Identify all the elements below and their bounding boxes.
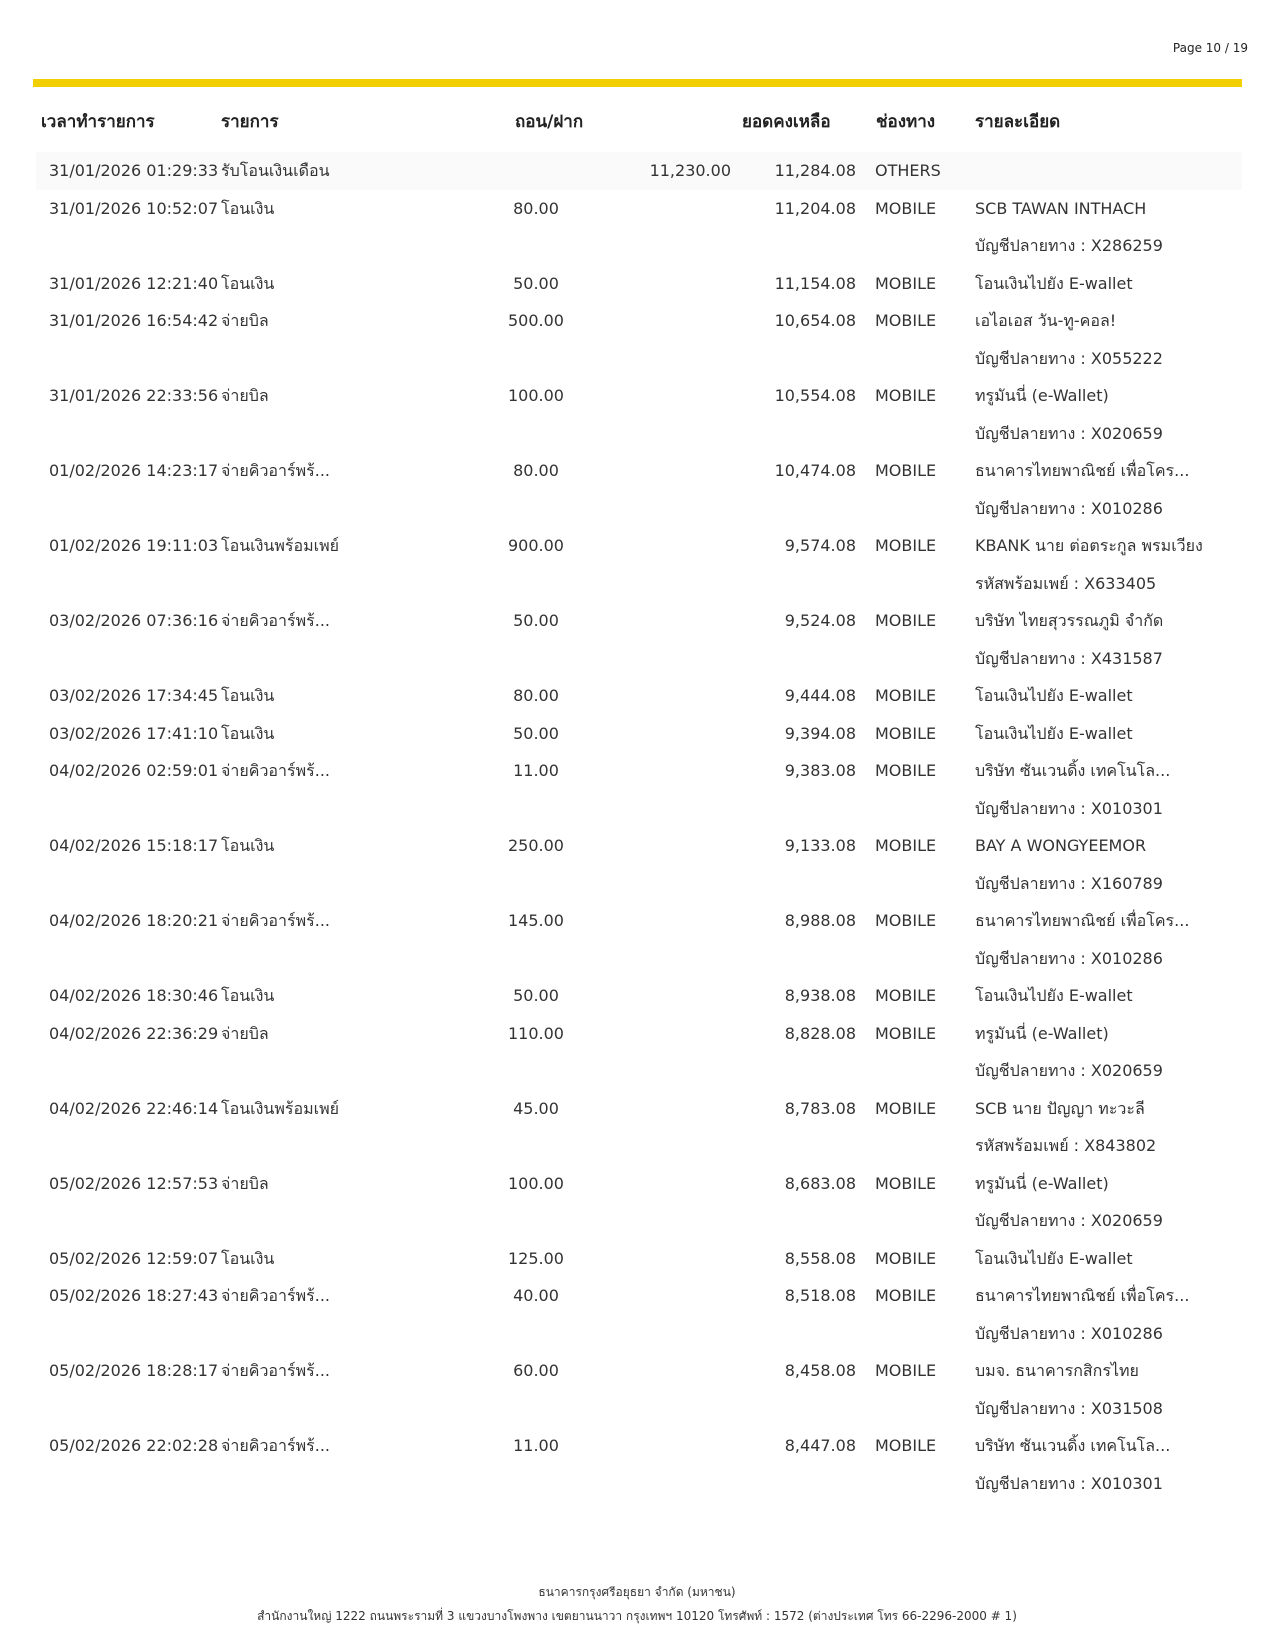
transaction-withdraw: 110.00 bbox=[508, 1023, 564, 1043]
transaction-channel: OTHERS bbox=[875, 161, 941, 180]
transaction-time: 05/02/2026 22:02:28 bbox=[49, 1436, 219, 1455]
transaction-row bbox=[36, 1277, 1242, 1315]
transaction-balance: 9,574.08 bbox=[784, 536, 856, 555]
transaction-description: โอนเงิน bbox=[221, 198, 275, 218]
transaction-time: 04/02/2026 18:30:46 bbox=[49, 986, 219, 1005]
transaction-channel: MOBILE bbox=[875, 1361, 937, 1380]
transaction-detail: โอนเงินไปยัง E-wallet bbox=[975, 986, 1133, 1005]
transaction-destination: บัญชีปลายทาง : X020659 bbox=[975, 423, 1163, 443]
transaction-channel: MOBILE bbox=[875, 1248, 937, 1268]
column-header-description: รายการ bbox=[221, 112, 279, 132]
transaction-description: จ่ายคิวอาร์พร้... bbox=[221, 611, 331, 630]
transaction-time: 04/02/2026 02:59:01 bbox=[49, 761, 219, 780]
transaction-time: 01/02/2026 14:23:17 bbox=[49, 461, 219, 480]
transaction-detail: บริษัท ซันเวนดิ้ง เทคโนโล... bbox=[975, 1436, 1171, 1455]
transaction-balance: 11,154.08 bbox=[774, 273, 856, 293]
transaction-channel: MOBILE bbox=[875, 836, 937, 855]
transaction-balance: 8,447.08 bbox=[784, 1436, 856, 1455]
transaction-time: 31/01/2026 22:33:56 bbox=[49, 386, 219, 405]
transaction-detail: บริษัท ซันเวนดิ้ง เทคโนโล... bbox=[975, 761, 1171, 780]
transaction-channel: MOBILE bbox=[875, 761, 937, 780]
transaction-description: จ่ายคิวอาร์พร้... bbox=[221, 911, 331, 930]
transaction-balance: 9,394.08 bbox=[784, 723, 856, 743]
transaction-balance: 9,383.08 bbox=[784, 761, 856, 780]
transaction-row bbox=[36, 527, 1242, 565]
transaction-withdraw: 50.00 bbox=[513, 273, 559, 293]
transaction-withdraw: 100.00 bbox=[508, 1173, 564, 1193]
footer-address: สำนักงานใหญ่ 1222 ถนนพระรามที่ 3 แขวงบางโพงพาง เขตยานนาวา กรุงเทพฯ 10120 โทรศัพท์ : 1572 (ต่างประเทศ โทร 66-2296-2000 # 1) bbox=[257, 1609, 1017, 1623]
transaction-detail: BAY A WONGYEEMOR bbox=[975, 836, 1147, 855]
transaction-channel: MOBILE bbox=[875, 611, 937, 630]
transaction-balance: 8,458.08 bbox=[784, 1361, 856, 1380]
transaction-detail: ธนาคารไทยพาณิชย์ เพื่อโคร... bbox=[975, 1286, 1190, 1305]
transaction-detail: เอไอเอส วัน-ทู-คอล! bbox=[975, 311, 1117, 330]
transaction-detail: บริษัท ไทยสุวรรณภูมิ จำกัด bbox=[975, 611, 1164, 630]
transaction-time: 05/02/2026 18:27:43 bbox=[49, 1286, 219, 1305]
transaction-description: จ่ายบิล bbox=[221, 1023, 269, 1043]
transaction-channel: MOBILE bbox=[875, 1436, 937, 1455]
transaction-balance: 11,284.08 bbox=[774, 161, 856, 180]
transaction-time: 04/02/2026 18:20:21 bbox=[49, 911, 219, 930]
transaction-withdraw: 125.00 bbox=[508, 1248, 564, 1268]
transaction-detail: ทรูมันนี่ (e-Wallet) bbox=[975, 386, 1109, 405]
transaction-time: 04/02/2026 22:36:29 bbox=[49, 1023, 219, 1043]
transaction-row bbox=[36, 902, 1242, 940]
transaction-row bbox=[36, 677, 1242, 715]
transaction-description: โอนเงิน bbox=[221, 836, 275, 855]
transaction-withdraw: 250.00 bbox=[508, 836, 564, 855]
transaction-channel: MOBILE bbox=[875, 1173, 937, 1193]
transaction-balance: 8,558.08 bbox=[784, 1248, 856, 1268]
transaction-time: 05/02/2026 12:57:53 bbox=[49, 1173, 219, 1193]
transaction-row bbox=[36, 152, 1242, 190]
transaction-channel: MOBILE bbox=[875, 1098, 937, 1118]
transaction-time: 03/02/2026 17:41:10 bbox=[49, 723, 219, 743]
transaction-time: 04/02/2026 22:46:14 bbox=[49, 1098, 219, 1118]
transaction-channel: MOBILE bbox=[875, 1023, 937, 1043]
transaction-description: จ่ายบิล bbox=[221, 1173, 269, 1193]
transaction-row bbox=[36, 302, 1242, 340]
transaction-destination: บัญชีปลายทาง : X010301 bbox=[975, 798, 1163, 818]
transaction-channel: MOBILE bbox=[875, 986, 937, 1005]
transaction-withdraw: 50.00 bbox=[513, 723, 559, 743]
transaction-balance: 8,783.08 bbox=[784, 1098, 856, 1118]
transaction-detail: ทรูมันนี่ (e-Wallet) bbox=[975, 1173, 1109, 1193]
transaction-withdraw: 145.00 bbox=[508, 911, 564, 930]
transaction-destination: บัญชีปลายทาง : X031508 bbox=[975, 1398, 1163, 1418]
transaction-detail: โอนเงินไปยัง E-wallet bbox=[975, 1248, 1133, 1268]
transaction-withdraw: 50.00 bbox=[513, 611, 559, 630]
transaction-channel: MOBILE bbox=[875, 386, 937, 405]
transaction-row bbox=[36, 190, 1242, 228]
page-number: Page 10 / 19 bbox=[1172, 41, 1248, 55]
transaction-balance: 10,474.08 bbox=[774, 461, 856, 480]
transaction-detail: โอนเงินไปยัง E-wallet bbox=[975, 273, 1133, 293]
transaction-description: จ่ายบิล bbox=[221, 311, 269, 330]
transaction-channel: MOBILE bbox=[875, 911, 937, 930]
transaction-description: จ่ายคิวอาร์พร้... bbox=[221, 1436, 331, 1455]
transaction-detail: ธนาคารไทยพาณิชย์ เพื่อโคร... bbox=[975, 461, 1190, 480]
transaction-channel: MOBILE bbox=[875, 723, 937, 743]
transaction-balance: 9,444.08 bbox=[784, 686, 856, 705]
transaction-description: โอนเงิน bbox=[221, 986, 275, 1005]
transaction-description: โอนเงินพร้อมเพย์ bbox=[221, 1098, 340, 1118]
transaction-channel: MOBILE bbox=[875, 1286, 937, 1305]
transaction-row bbox=[36, 1352, 1242, 1390]
transaction-description: รับโอนเงินเดือน bbox=[221, 161, 330, 180]
transaction-description: จ่ายคิวอาร์พร้... bbox=[221, 1361, 331, 1380]
transaction-balance: 10,554.08 bbox=[774, 386, 856, 405]
transaction-withdraw: 80.00 bbox=[513, 686, 559, 705]
transaction-detail: ธนาคารไทยพาณิชย์ เพื่อโคร... bbox=[975, 911, 1190, 930]
transaction-channel: MOBILE bbox=[875, 273, 937, 293]
transaction-time: 31/01/2026 12:21:40 bbox=[49, 273, 219, 293]
transaction-time: 03/02/2026 07:36:16 bbox=[49, 611, 219, 630]
transaction-description: โอนเงิน bbox=[221, 273, 275, 293]
transaction-balance: 9,524.08 bbox=[784, 611, 856, 630]
transaction-description: จ่ายคิวอาร์พร้... bbox=[221, 1286, 331, 1305]
transaction-row bbox=[36, 1090, 1242, 1128]
transaction-row bbox=[36, 752, 1242, 790]
transaction-row bbox=[36, 602, 1242, 640]
footer-bank-name: ธนาคารกรุงศรีอยุธยา จำกัด (มหาชน) bbox=[538, 1585, 736, 1599]
transaction-withdraw: 80.00 bbox=[513, 461, 559, 480]
transaction-destination: บัญชีปลายทาง : X010286 bbox=[975, 1323, 1163, 1343]
transaction-destination: รหัสพร้อมเพย์ : X843802 bbox=[975, 1136, 1157, 1155]
column-header-time: เวลาทำรายการ bbox=[41, 112, 155, 132]
transaction-description: โอนเงิน bbox=[221, 723, 275, 743]
transaction-description: จ่ายคิวอาร์พร้... bbox=[221, 461, 331, 480]
transaction-destination: บัญชีปลายทาง : X010286 bbox=[975, 948, 1163, 968]
transaction-destination: บัญชีปลายทาง : X286259 bbox=[975, 236, 1163, 255]
transaction-row bbox=[36, 377, 1242, 415]
transaction-withdraw: 11.00 bbox=[513, 1436, 559, 1455]
transaction-balance: 8,518.08 bbox=[784, 1286, 856, 1305]
transaction-description: จ่ายคิวอาร์พร้... bbox=[221, 761, 331, 780]
transaction-destination: บัญชีปลายทาง : X010301 bbox=[975, 1473, 1163, 1493]
transaction-time: 31/01/2026 10:52:07 bbox=[49, 198, 219, 218]
transaction-description: โอนเงินพร้อมเพย์ bbox=[221, 536, 340, 555]
transaction-time: 05/02/2026 12:59:07 bbox=[49, 1248, 219, 1268]
transaction-balance: 11,204.08 bbox=[774, 198, 856, 218]
transaction-row bbox=[36, 1015, 1242, 1053]
transaction-row bbox=[36, 452, 1242, 490]
transaction-withdraw: 100.00 bbox=[508, 386, 564, 405]
transaction-row bbox=[36, 827, 1242, 865]
transaction-row bbox=[36, 265, 1242, 303]
transaction-deposit: 11,230.00 bbox=[649, 161, 731, 180]
transaction-row bbox=[36, 977, 1242, 1015]
transaction-destination: บัญชีปลายทาง : X160789 bbox=[975, 873, 1163, 893]
transaction-row bbox=[36, 1165, 1242, 1203]
transaction-channel: MOBILE bbox=[875, 536, 937, 555]
transaction-destination: บัญชีปลายทาง : X010286 bbox=[975, 498, 1163, 518]
transaction-row bbox=[36, 1240, 1242, 1278]
transaction-detail: SCB นาย ปัญญา ทะวะลี bbox=[975, 1098, 1145, 1118]
column-header-channel: ช่องทาง bbox=[876, 112, 936, 132]
transaction-detail: SCB TAWAN INTHACH bbox=[975, 198, 1147, 218]
transaction-description: โอนเงิน bbox=[221, 686, 275, 705]
transaction-time: 04/02/2026 15:18:17 bbox=[49, 836, 219, 855]
transaction-balance: 9,133.08 bbox=[784, 836, 856, 855]
column-header-balance: ยอดคงเหลือ bbox=[742, 112, 831, 132]
transaction-time: 05/02/2026 18:28:17 bbox=[49, 1361, 219, 1380]
transaction-detail: ทรูมันนี่ (e-Wallet) bbox=[975, 1023, 1109, 1043]
transaction-destination: บัญชีปลายทาง : X020659 bbox=[975, 1061, 1163, 1080]
transaction-balance: 8,683.08 bbox=[784, 1173, 856, 1193]
transaction-channel: MOBILE bbox=[875, 198, 937, 218]
transaction-time: 01/02/2026 19:11:03 bbox=[49, 536, 219, 555]
transaction-balance: 8,828.08 bbox=[784, 1023, 856, 1043]
transaction-withdraw: 900.00 bbox=[508, 536, 564, 555]
transaction-detail: บมจ. ธนาคารกสิกรไทย bbox=[975, 1361, 1139, 1380]
transaction-balance: 8,938.08 bbox=[784, 986, 856, 1005]
transaction-withdraw: 80.00 bbox=[513, 198, 559, 218]
transaction-withdraw: 40.00 bbox=[513, 1286, 559, 1305]
transaction-destination: บัญชีปลายทาง : X020659 bbox=[975, 1211, 1163, 1230]
transaction-withdraw: 500.00 bbox=[508, 311, 564, 330]
transaction-channel: MOBILE bbox=[875, 686, 937, 705]
transaction-withdraw: 45.00 bbox=[513, 1098, 559, 1118]
header-accent-bar bbox=[33, 79, 1242, 87]
transaction-destination: บัญชีปลายทาง : X055222 bbox=[975, 348, 1163, 368]
transaction-detail: โอนเงินไปยัง E-wallet bbox=[975, 723, 1133, 743]
transaction-balance: 8,988.08 bbox=[784, 911, 856, 930]
transaction-withdraw: 11.00 bbox=[513, 761, 559, 780]
transaction-time: 31/01/2026 01:29:33 bbox=[49, 161, 219, 180]
transaction-destination: บัญชีปลายทาง : X431587 bbox=[975, 648, 1163, 668]
transaction-row bbox=[36, 715, 1242, 753]
transaction-channel: MOBILE bbox=[875, 311, 937, 330]
column-header-detail: รายละเอียด bbox=[975, 112, 1061, 132]
column-header-withdraw-deposit: ถอน/ฝาก bbox=[515, 112, 584, 132]
transaction-description: โอนเงิน bbox=[221, 1248, 275, 1268]
transaction-destination: รหัสพร้อมเพย์ : X633405 bbox=[975, 573, 1157, 593]
transaction-withdraw: 50.00 bbox=[513, 986, 559, 1005]
transaction-row bbox=[36, 1427, 1242, 1465]
transaction-balance: 10,654.08 bbox=[774, 311, 856, 330]
transaction-detail: KBANK นาย ต่อตระกูล พรมเวียง bbox=[975, 536, 1203, 555]
transaction-time: 03/02/2026 17:34:45 bbox=[49, 686, 219, 705]
transaction-detail: โอนเงินไปยัง E-wallet bbox=[975, 686, 1133, 705]
transaction-description: จ่ายบิล bbox=[221, 386, 269, 405]
transaction-withdraw: 60.00 bbox=[513, 1361, 559, 1380]
transaction-channel: MOBILE bbox=[875, 461, 937, 480]
transaction-time: 31/01/2026 16:54:42 bbox=[49, 311, 219, 330]
